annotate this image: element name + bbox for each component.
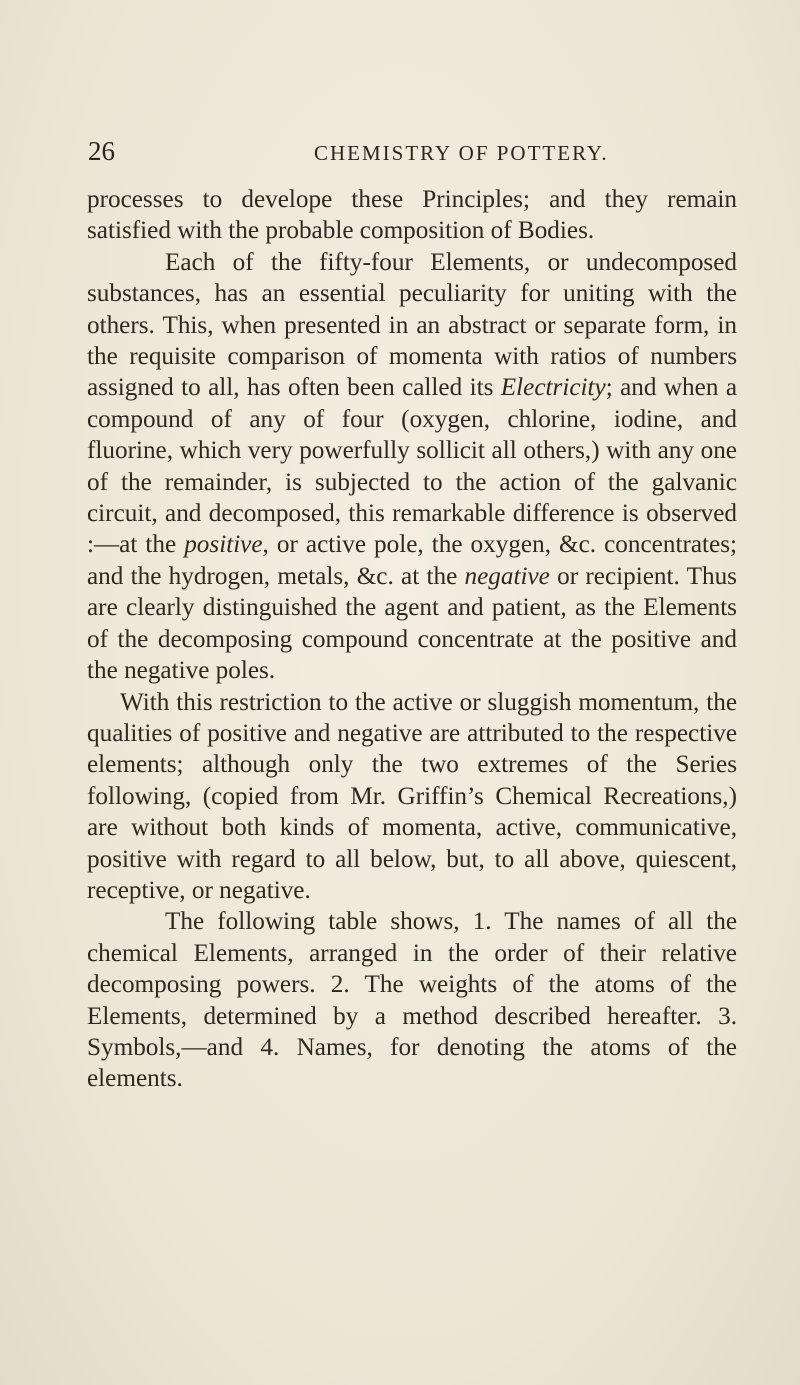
paragraph-2-italic-electricity: Electricity: [500, 374, 606, 402]
page-number: 26: [88, 136, 115, 166]
paragraph-1: [87, 184, 737, 247]
paragraph-2-italic-negative: negative: [464, 562, 550, 590]
paragraph-2-text-c: , or active pole, the oxygen, &c. concentrates; and the hydrogen, metals, &c. at the: [87, 531, 737, 590]
paragraph-2-italic-positive: positive: [184, 531, 263, 559]
paragraph-3-text: With this restriction to the active or sluggish momentum, the qualities of positive and negative are attributed to the respective elements; although only the two extremes of the Series following, (copied from Mr. Griffin’s Chemical Recreations,) are without both kinds of momenta, active, communicative, positive with regard to all below, but, to all above, quiescent, receptive, or negative.: [87, 688, 737, 904]
paragraph-1-text: processes to develope these Principles; and they remain satisfied with the probable composition of Bodies.: [87, 186, 737, 245]
paragraph-2: [87, 247, 737, 687]
body-text: [87, 184, 737, 1095]
running-head: CHEMISTRY OF POTTERY.: [314, 141, 609, 165]
page-header: [88, 136, 720, 170]
paragraph-3: [87, 687, 737, 907]
paragraph-2-text-d: or recipient. Thus are clearly distinguished the agent and patient, as the Elements of the decomposing compound concentrate at the positive and the negative poles.: [87, 562, 737, 685]
paragraph-4: [87, 906, 737, 1094]
paragraph-4-text: The following table shows, 1. The names of all the chemical Elements, arranged in the order of their relative decomposing powers. 2. The weights of the atoms of the Elements, determined by a method described hereafter. 3. Symbols,—and 4. Names, for denoting the atoms of the elements.: [87, 908, 737, 1093]
paragraph-2-text-a: Each of the fifty-four Elements, or undecomposed substances, has an essential peculiarity for uniting with the others. This, when presented in an abstract or separate form, in the requisite comparison of momenta with ratios of numbers assigned to all, has often been called its: [87, 248, 737, 402]
paragraph-2-text-b: ; and when a compound of any of four (oxygen, chlorine, iodine, and fluorine, which very powerfully sollicit all others,) with any one of the remainder, is subjected to the action of the galvanic circuit, and decomposed, this remarkable difference is observed :—at the: [87, 374, 737, 559]
